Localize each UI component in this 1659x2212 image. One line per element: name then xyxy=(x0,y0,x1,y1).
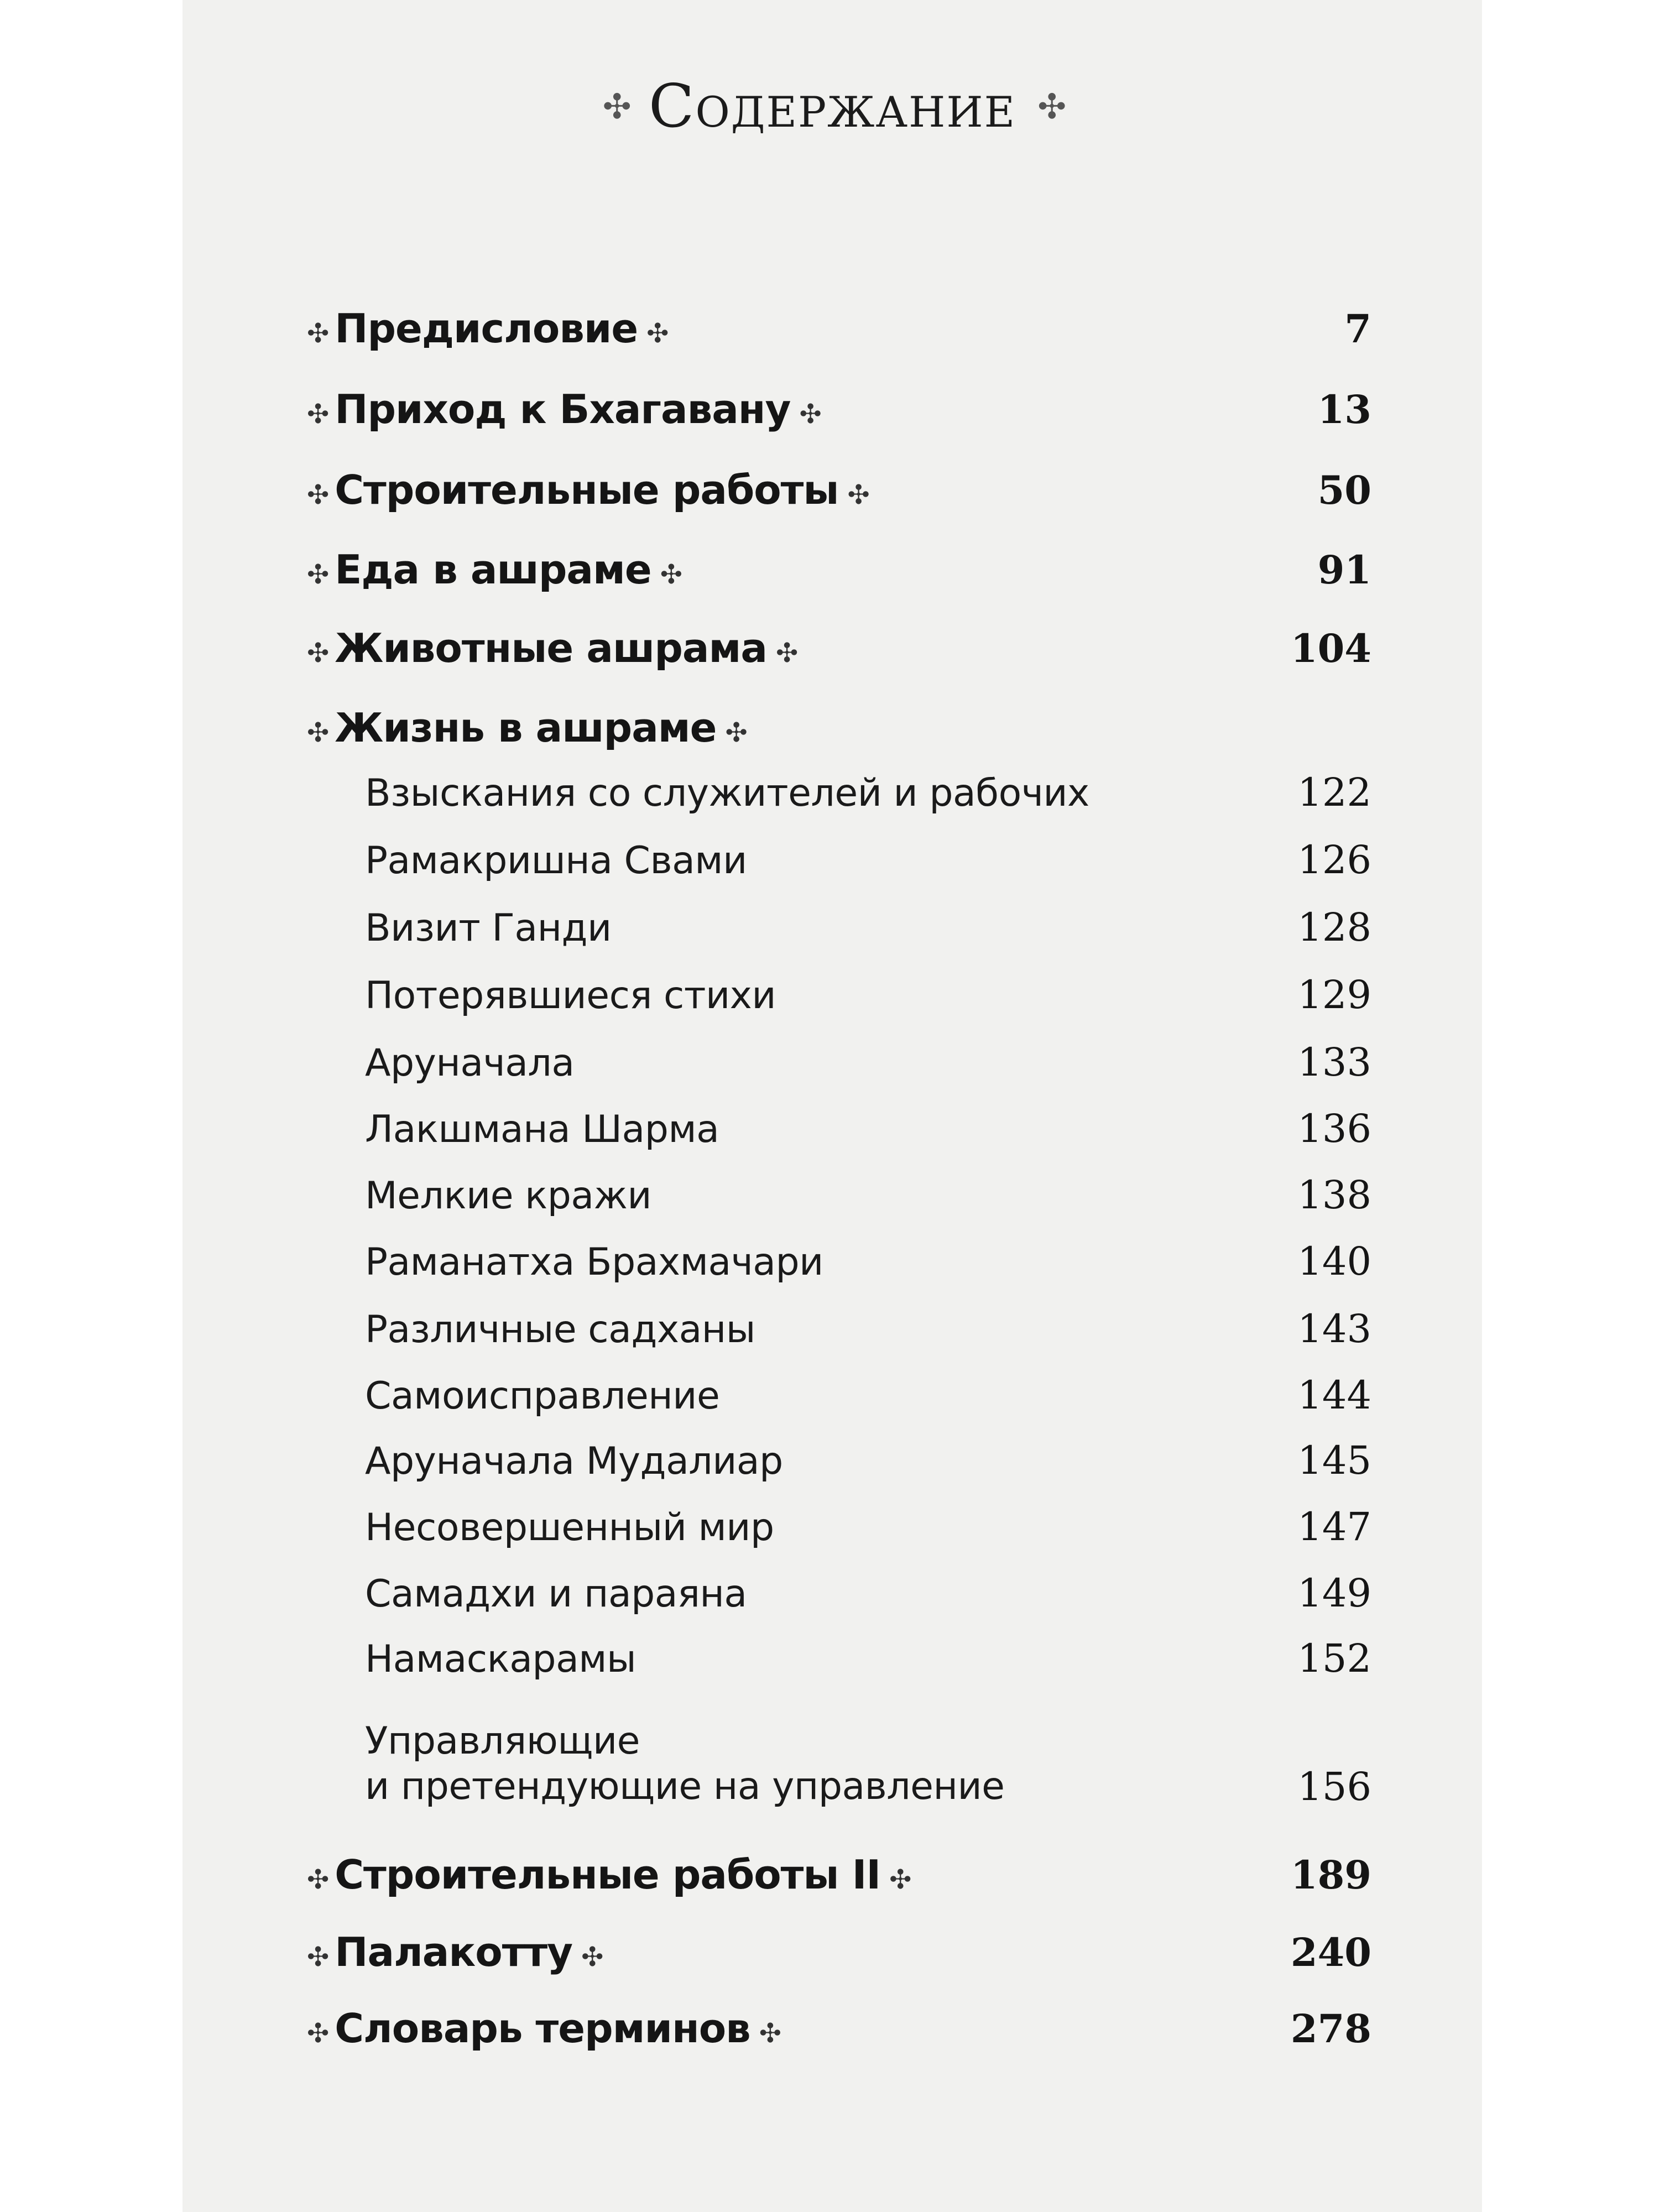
toc-subentry[interactable] xyxy=(182,1165,1482,1225)
toc-page-number: 91 xyxy=(1317,547,1371,593)
ornament-icon: ✣ xyxy=(581,1942,601,1973)
toc-page-number: 156 xyxy=(1297,1764,1371,1809)
toc-page-number: 50 xyxy=(1317,467,1371,513)
ornament-icon: ✣ xyxy=(307,399,326,430)
toc-subentry-label: Самадхи и параяна xyxy=(365,1572,747,1616)
toc-page-number: 133 xyxy=(1297,1040,1371,1085)
toc-entry[interactable] xyxy=(182,698,1482,759)
toc-entry[interactable] xyxy=(182,1845,1482,1906)
toc-entry[interactable] xyxy=(182,618,1482,679)
toc-subentry[interactable] xyxy=(182,1668,1482,1817)
toc-page-number: 145 xyxy=(1297,1438,1371,1483)
toc-page-number: 122 xyxy=(1297,770,1371,815)
ornament-icon: ✣ xyxy=(307,2018,326,2049)
toc-page-number: 240 xyxy=(1290,1929,1371,1975)
toc-entry-label: Строительные работы xyxy=(335,467,839,513)
toc-page-number: 136 xyxy=(1297,1106,1371,1151)
toc-subentry-label: Потерявшиеся стихи xyxy=(365,974,776,1018)
toc-page-number: 138 xyxy=(1297,1172,1371,1218)
ornament-icon: ✣ xyxy=(847,479,867,510)
toc-entry-label: Жизнь в ашраме xyxy=(335,705,717,751)
toc-entry[interactable] xyxy=(182,1922,1482,1983)
ornament-icon: ✣ xyxy=(307,559,326,590)
ornament-icon: ✣ xyxy=(775,638,795,669)
toc-subentry-label: Аруначала Мудалиар xyxy=(365,1439,783,1483)
ornament-icon: ✣ xyxy=(307,1864,326,1895)
toc-entry[interactable] xyxy=(182,1999,1482,2059)
toc-entry-label: Палакотту xyxy=(335,1929,573,1975)
ornament-icon: ✣ xyxy=(307,1942,326,1973)
toc-page-number: 143 xyxy=(1297,1306,1371,1352)
toc-subentry-label: Взыскания со служителей и рабочих xyxy=(365,771,1089,815)
page-title: Содержание xyxy=(648,72,1016,141)
toc-page-number: 128 xyxy=(1297,905,1371,950)
ornament-icon: ✣ xyxy=(307,717,326,748)
toc-page-number: 152 xyxy=(1297,1636,1371,1681)
toc-subentry[interactable] xyxy=(182,1430,1482,1491)
ornament-icon: ✣ xyxy=(307,318,326,349)
toc-subentry[interactable] xyxy=(182,1563,1482,1624)
toc-page-number: 13 xyxy=(1317,387,1371,432)
toc-subentry[interactable] xyxy=(182,1231,1482,1292)
ornament-icon: ✣ xyxy=(799,399,818,430)
toc-subentry[interactable] xyxy=(182,964,1482,1025)
toc-page-number: 144 xyxy=(1297,1373,1371,1418)
ornament-icon: ✣ xyxy=(660,559,679,590)
ornament-icon: ✣ xyxy=(307,479,326,510)
toc-page-number: 7 xyxy=(1344,306,1371,352)
toc-entry[interactable] xyxy=(182,460,1482,521)
ornament-icon: ✣ xyxy=(307,638,326,669)
toc-subentry-label: Намаскарамы xyxy=(365,1637,637,1681)
toc-subentry-label: Раманатха Брахмачари xyxy=(365,1240,823,1284)
table-of-contents xyxy=(182,0,1482,2212)
toc-page-number: 140 xyxy=(1297,1239,1371,1284)
toc-subentry-label: Аруначала xyxy=(365,1041,575,1085)
toc-entry[interactable] xyxy=(182,299,1482,359)
toc-entry-label: Животные ашрама xyxy=(335,625,767,671)
toc-subentry[interactable] xyxy=(182,1032,1482,1093)
toc-entry-label: Строительные работы II xyxy=(335,1851,881,1898)
toc-subentry[interactable] xyxy=(182,1098,1482,1159)
toc-entry-label: Еда в ашраме xyxy=(335,546,651,593)
toc-page-number: 149 xyxy=(1297,1571,1371,1616)
toc-page-number: 126 xyxy=(1297,837,1371,883)
ornament-icon: ✣ xyxy=(889,1864,909,1895)
toc-subentry-label: Лакшмана Шарма xyxy=(365,1108,719,1151)
toc-subentry-label: Несовершенный мир xyxy=(365,1506,774,1550)
book-page xyxy=(182,0,1482,2212)
toc-subentry-label-line2: и претендующие на управление xyxy=(365,1765,1005,1808)
toc-subentry-label-line1: Управляющие xyxy=(365,1719,640,1763)
ornament-icon: ✣ xyxy=(759,2018,778,2049)
toc-subentry-label: Самоисправление xyxy=(365,1374,720,1418)
toc-entry-label: Словарь терминов xyxy=(335,2005,750,2052)
ornament-icon: ✣ xyxy=(725,717,744,748)
ornament-icon: ✣ xyxy=(1037,86,1062,127)
toc-page-number: 189 xyxy=(1290,1852,1371,1898)
toc-subentry[interactable] xyxy=(182,762,1482,823)
toc-entry-label: Предисловие xyxy=(335,305,638,352)
toc-subentry[interactable] xyxy=(182,1365,1482,1426)
ornament-icon: ✣ xyxy=(602,86,627,127)
toc-page-number: 278 xyxy=(1290,2006,1371,2052)
ornament-icon: ✣ xyxy=(646,318,666,349)
toc-subentry[interactable] xyxy=(182,1298,1482,1359)
toc-entry[interactable] xyxy=(182,540,1482,601)
toc-page-number: 129 xyxy=(1297,972,1371,1018)
toc-subentry-label: Различные садханы xyxy=(365,1308,755,1352)
toc-page-number: 147 xyxy=(1297,1504,1371,1550)
toc-subentry[interactable] xyxy=(182,830,1482,890)
toc-subentry[interactable] xyxy=(182,897,1482,958)
toc-subentry[interactable] xyxy=(182,1496,1482,1557)
toc-entry-label: Приход к Бхагавану xyxy=(335,386,791,432)
toc-subentry-label: Рамакришна Свами xyxy=(365,839,747,883)
toc-subentry-label: Мелкие кражи xyxy=(365,1174,652,1218)
toc-page-number: 104 xyxy=(1290,625,1371,671)
toc-subentry-label: Визит Ганди xyxy=(365,906,612,950)
toc-entry[interactable] xyxy=(182,379,1482,440)
